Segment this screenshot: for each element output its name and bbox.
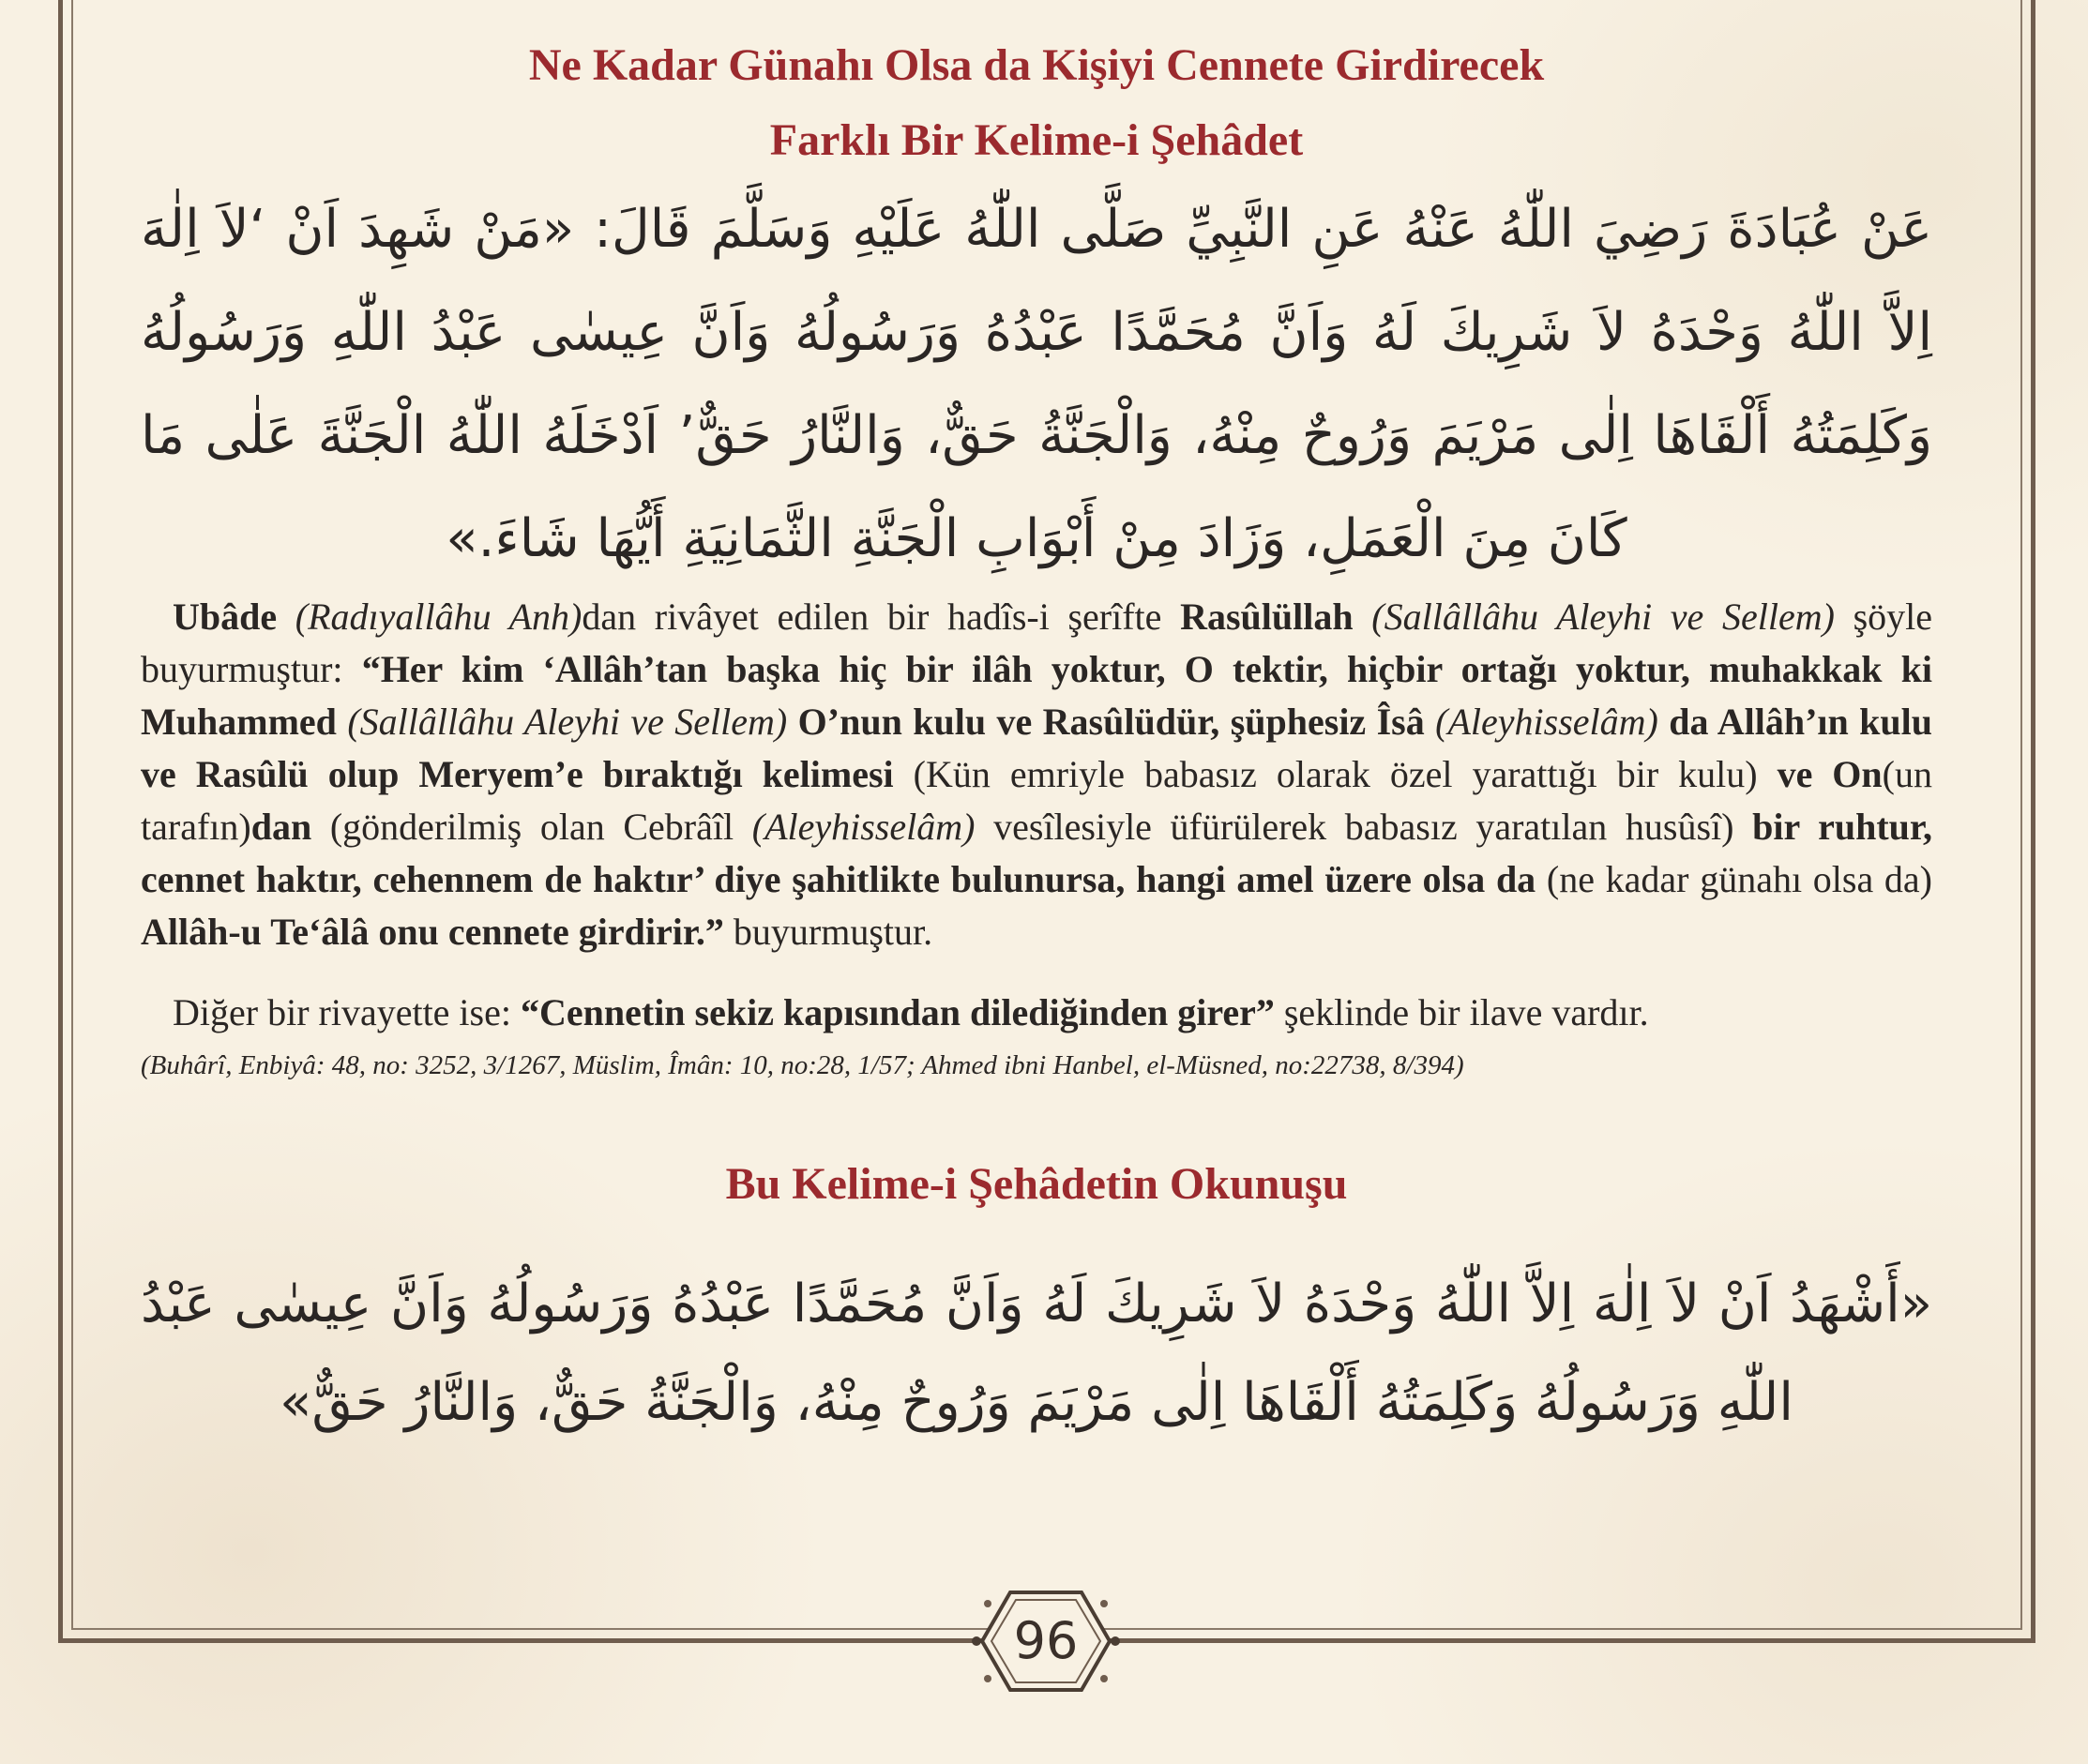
translation-segment: Ubâde bbox=[173, 596, 278, 638]
page-number: 96 bbox=[1013, 1611, 1079, 1670]
translation-segment: O’nun kulu ve Rasûlüdür, şüphesiz Îsâ bbox=[797, 701, 1425, 743]
translation-segment: Allâh-u Te‘âlâ onu cennete girdirir.” bbox=[141, 911, 724, 953]
translation-segment: Rasûlüllah bbox=[1180, 596, 1354, 638]
second-narration bbox=[141, 987, 1932, 1039]
page-content bbox=[141, 28, 1932, 1452]
translation-segment: (gönderilmiş olan Cebrâîl bbox=[311, 806, 752, 848]
translation-segment: ve On bbox=[1777, 753, 1883, 795]
translation-segment: (Aleyhisselâm) bbox=[1435, 701, 1658, 743]
translation-segment: dan rivâyet edilen bir hadîs-i şerîfte bbox=[582, 596, 1181, 638]
translation-segment: vesîlesiyle üfürülerek babasız yaratılan husûsî) bbox=[975, 806, 1753, 848]
translation-segment: da Allâh’ın kulu ve Rasûlü olup Meryem’e bıraktığı kelimesi bbox=[141, 701, 1933, 795]
translation-segment: “Her kim ‘Allâh’tan başka hiç bir ilâh yoktur, O tektir, hiçbir ortağı yoktur, muhakkak ki Muhammed bbox=[141, 648, 1933, 743]
translation-segment: dan bbox=[250, 806, 312, 848]
second-narration-suffix: şeklinde bir ilave vardır. bbox=[1274, 991, 1649, 1033]
source-citation: (Buhârî, Enbiyâ: 48, no: 3252, 3/1267, Müslim, Îmân: 10, no:28, 1/57; Ahmed ibni Hanbel, el-Müsned, no:22738, 8/394) bbox=[141, 1050, 1464, 1080]
translation-segment: (Aleyhisselâm) bbox=[751, 806, 976, 848]
translation-segment: (Radıyallâhu Anh) bbox=[295, 596, 583, 638]
second-narration-quote: “Cennetin sekiz kapısından dilediğinden girer” bbox=[520, 991, 1275, 1033]
translation-segment: şöyle buyurmuştur: bbox=[141, 596, 1932, 690]
arabic-hadith-text: عَنْ عُبَادَةَ رَضِيَ اللّٰهُ عَنْهُ عَنِ النَّبِيِّ صَلَّى اللّٰهُ عَلَيْهِ وَسَلَّمَ قَالَ: «مَنْ شَهِدَ اَنْ ‘لاَ اِلٰهَ اِلاَّ اللّٰهُ وَحْدَهُ لاَ شَرِيكَ لَهُ وَاَنَّ مُحَمَّدًا عَبْدُهُ وَرَسُولُهُ وَاَنَّ عِيسٰى عَبْدُ اللّٰهِ وَرَسُولُهُ وَكَلِمَتُهُ أَلْقَاهَا اِلٰى مَرْيَمَ وَرُوحٌ مِنْهُ، وَالْجَنَّةُ حَقٌّ، وَالنَّارُ حَقٌّ’ اَدْخَلَهُ اللّٰهُ الْجَنَّةَ عَلٰى مَا كَانَ مِنَ الْعَمَلِ، وَزَادَ مِنْ أَبْوَابِ الْجَنَّةِ الثَّمَانِيَةِ أَيُّهَا شَاءَ.» bbox=[141, 199, 1932, 569]
translation-segment: buyurmuştur. bbox=[723, 911, 933, 953]
page-title-line-1: Ne Kadar Günahı Olsa da Kişiyi Cennete Girdirecek bbox=[528, 40, 1545, 90]
translation-segment: (Kün emriyle babasız olarak özel yarattığı bir kulu) bbox=[893, 753, 1778, 795]
turkish-translation bbox=[141, 591, 1932, 958]
translation-segment: (ne kadar günahı olsa da) bbox=[1536, 858, 1932, 900]
arabic-shahada-text: «أَشْهَدُ اَنْ لاَ اِلٰهَ اِلاَّ اللّٰهُ وَحْدَهُ لاَ شَرِيكَ لَهُ وَاَنَّ مُحَمَّدًا عَبْدُهُ وَرَسُولُهُ وَاَنَّ عِيسٰى عَبْدُ اللّٰهِ وَرَسُولُهُ وَكَلِمَتُهُ أَلْقَاهَا اِلٰى مَرْيَمَ وَرُوحٌ مِنْهُ، وَالْجَنَّةُ حَقٌّ، وَالنَّارُ حَقٌّ» bbox=[141, 1274, 1932, 1433]
translation-segment: (un tarafın) bbox=[141, 753, 1932, 848]
page-title-line-2: Farklı Bir Kelime-i Şehâdet bbox=[769, 115, 1304, 165]
second-narration-prefix: Diğer bir rivayette ise: bbox=[173, 991, 521, 1033]
page-number-badge bbox=[971, 1585, 1121, 1697]
translation-segment: (Sallâllâhu Aleyhi ve Sellem) bbox=[347, 701, 788, 743]
translation-segment: bir ruhtur, cennet haktır, cehennem de haktır’ diye şahitlikte bulunursa, hangi amel üzere olsa da bbox=[141, 806, 1933, 900]
section-subtitle: Bu Kelime-i Şehâdetin Okunuşu bbox=[725, 1159, 1348, 1209]
translation-segment: (Sallâllâhu Aleyhi ve Sellem) bbox=[1371, 596, 1835, 638]
